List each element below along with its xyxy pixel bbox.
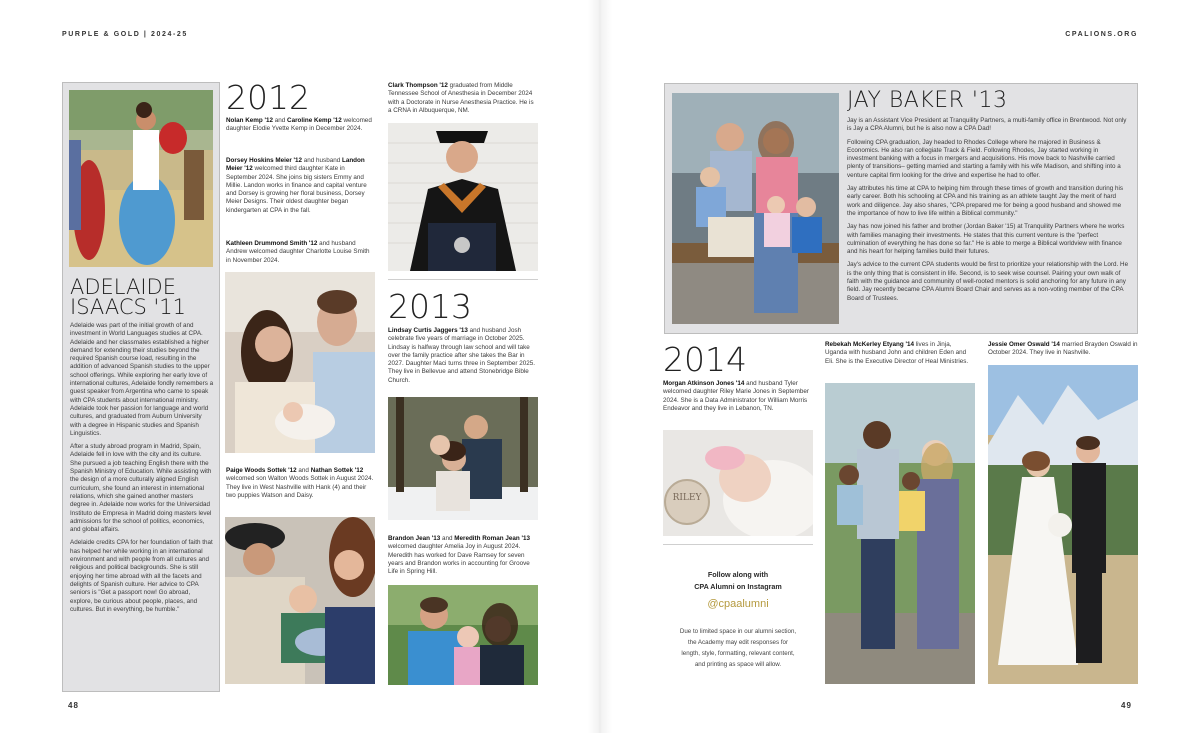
entry-etyang: Rebekah McKerley Etyang '14 lives in Jinja, Uganda with husband John and children Eden and Eli. She is the Executive Director of Heal Ministries. [825,341,969,365]
jaggers-family-photo [388,397,538,520]
adelaide-paragraph: Adelaide credits CPA for her foundation of faith that has helped her while working in an international environment and with people from all cultures and religious and political backgrounds. She is still enjoying her time abroad with all the facets and delights of Spanish culture. Her advice to CPA seniors is "Get a passport now! Go abroad, explore, be curious about people, places, and cultures. But in everything, be humble." [70,539,213,613]
instagram-promo: Follow along with CPA Alumni on Instagram [694,570,782,591]
entry-smith: Kathleen Drummond Smith '12 and husband Andrew welcomed daughter Charlotte Louise Smith in November 2024. [226,240,370,264]
etyang-family-photo [825,383,975,684]
entry-thompson: Clark Thompson '12 graduated from Middle Tennessee School of Anesthesia in December 2024 with a Doctorate in Nurse Anesthesia Practice. He is a CRNA in Albuquerque, NM. [388,82,534,114]
riley-sign-text: RILEY [672,493,702,503]
year-2012-heading: 2012 [226,78,310,117]
year-2014-heading: 2014 [663,340,747,379]
adelaide-name-line1: ADELAIDE [70,275,176,299]
editorial-disclaimer: Due to limited space in our alumni section, the Academy may edit responses for length, style, formatting, relevant content, and printing as space will allow. [679,628,797,668]
jay-story [847,117,1130,308]
page-number-right: 49 [1121,701,1132,710]
jay-paragraph: Jay's advice to the current CPA students would be first to prioritize your relationship with the Lord. He is the only thing that is consistent in life. Second, is to seek wise counsel. Pairing your own walk of faith with the guidance and community of well-rooted mentors is solid anchoring for any future in any field. Jay recently became CPA Alumni Board Chair and serves as a non-voting member of the CPA Board of Trustees. [847,261,1129,302]
page-number-left: 48 [68,701,79,710]
page-gutter [588,0,612,733]
divider [663,544,813,545]
smith-family-photo [225,272,375,453]
sottek-family-photo [225,517,375,684]
oswald-wedding-photo [988,365,1138,684]
jay-paragraph: Jay attributes his time at CPA to helping him through these times of growth and transition during his early career. Both his schooling at CPA and his training as an athlete taught Jay the merit of hard work and diligence. Jay also shares, "CPA prepared me for being a good husband and showed me the importance of how to live life within a Biblical community." [847,185,1124,217]
jay-paragraph: Jay is an Assistant Vice President at Tranquility Partners, a multi-family office in Brentwood. Not only is Jay a CPA Alumni, but he is also now a CPA Dad! [847,117,1127,133]
jay-title: JAY BAKER '13 [847,88,1008,113]
entry-sottek: Paige Woods Sottek '12 and Nathan Sottek '12 welcomed son Walton Woods Sottek in August 2024. They live in West Nashville with Hank (4) and their two puppies Watson and Daisy. [226,467,374,499]
thompson-graduation-photo [388,123,538,271]
entry-jean: Brandon Jean '13 and Meredith Roman Jean '13 welcomed daughter Amelia Joy in August 2024. Meredith has worked for Dave Ramsey for seven years and Brandon works in accounting for Groove Life in Spring Hill. [388,535,530,576]
baker-family-photo [672,93,839,324]
adelaide-paragraph: Adelaide was part of the initial growth of and investment in World Languages studies at CPA. Adelaide and her classmates established a higher demand for extending their studies beyond the required Spanish course load, resulting in the addition of advanced Spanish studies to the upper school offerings. While exploring her early love of international cultures, Adelaide fondly remembers a guest speaker from Argentina who came to speak with CPA students about international ministry. Adelaide took her passion for language and world cultures, and graduated from Auburn University with a degree in Hispanic studies and Spanish Linguistics. [70,322,214,437]
adelaide-paragraph: After a study abroad program in Madrid, Spain, Adelaide fell in love with the city and its culture. She pursued a job teaching English there with the Spanish Ministry of Education. While assisting with the design of a more culturally aligned English curriculum, she found an interest in international relations, which she gained another masters degree in. Adelaide now works for the Universidad Instituto de Empresa in Madrid doing masters level admissions for the school of politics, economics, and global affairs. [70,443,212,534]
adelaide-photo [69,90,213,267]
entry-meier: Dorsey Hoskins Meier '12 and husband Landon Meier '12 welcomed third daughter Kate in September 2024. She joins big sisters Emmy and Millie. Landon works in finance and capital venture and Dorsey is growing her floral business, Dorsey Meier Designs. Their oldest daughter began kindergarten at CPA in the fall. [226,157,367,214]
jay-paragraph: Jay has now joined his father and brother (Jordan Baker '15) at Tranquility Partners where he works with families managing their investments. He states that this current venture is the "perfect culmination of everything he has done so far." He is able to merge a Biblical worldview with finance and his heart for helping families build their futures. [847,223,1125,256]
entry-jaggers: Lindsay Curtis Jaggers '13 and husband Josh celebrate five years of marriage in October 2025. Lindsay is halfway through law school and will take over the family practice after she takes the Bar in 2027. Daughter Maci turns three in September 2025. They live in Bellevue and attend Stonebridge Bible Church. [388,327,536,384]
entry-jones: Morgan Atkinson Jones '14 and husband Tyler welcomed daughter Riley Marie Jones in September 2024. She is a Data Administrator for William Morris Endeavor and they live in Lebanon, TN. [663,380,809,412]
jay-paragraph: Following CPA graduation, Jay headed to Rhodes College where he majored in Business & Economics. He also ran collegiate Track & Field. Following Rhodes, Jay started working in investment banking with a focus in mergers and acquisitions. His move back to Nashville carried plenty of transitions– getting married and starting a family with his wife Madison, and shifting into a venture capital firm looking for the drive and expertise he had to offer. [847,138,1121,179]
instagram-handle-link[interactable]: @cpaalumni [707,598,769,610]
magazine-header: PURPLE & GOLD | 2024-25 [62,31,188,38]
adelaide-name-line2: ISAACS '11 [70,295,187,319]
adelaide-story [70,322,214,619]
divider [388,279,538,280]
jean-family-photo [388,585,538,685]
website-url: CPALIONS.ORG [1065,31,1138,38]
year-2013-heading: 2013 [388,287,472,326]
entry-kemp: Nolan Kemp '12 and Caroline Kemp '12 welcomed daughter Elodie Yvette Kemp in December 2024. [226,117,372,133]
riley-baby-photo [663,430,813,536]
entry-oswald: Jessie Omer Oswald '14 married Brayden Oswald in October 2024. They live in Nashville. [988,341,1138,357]
